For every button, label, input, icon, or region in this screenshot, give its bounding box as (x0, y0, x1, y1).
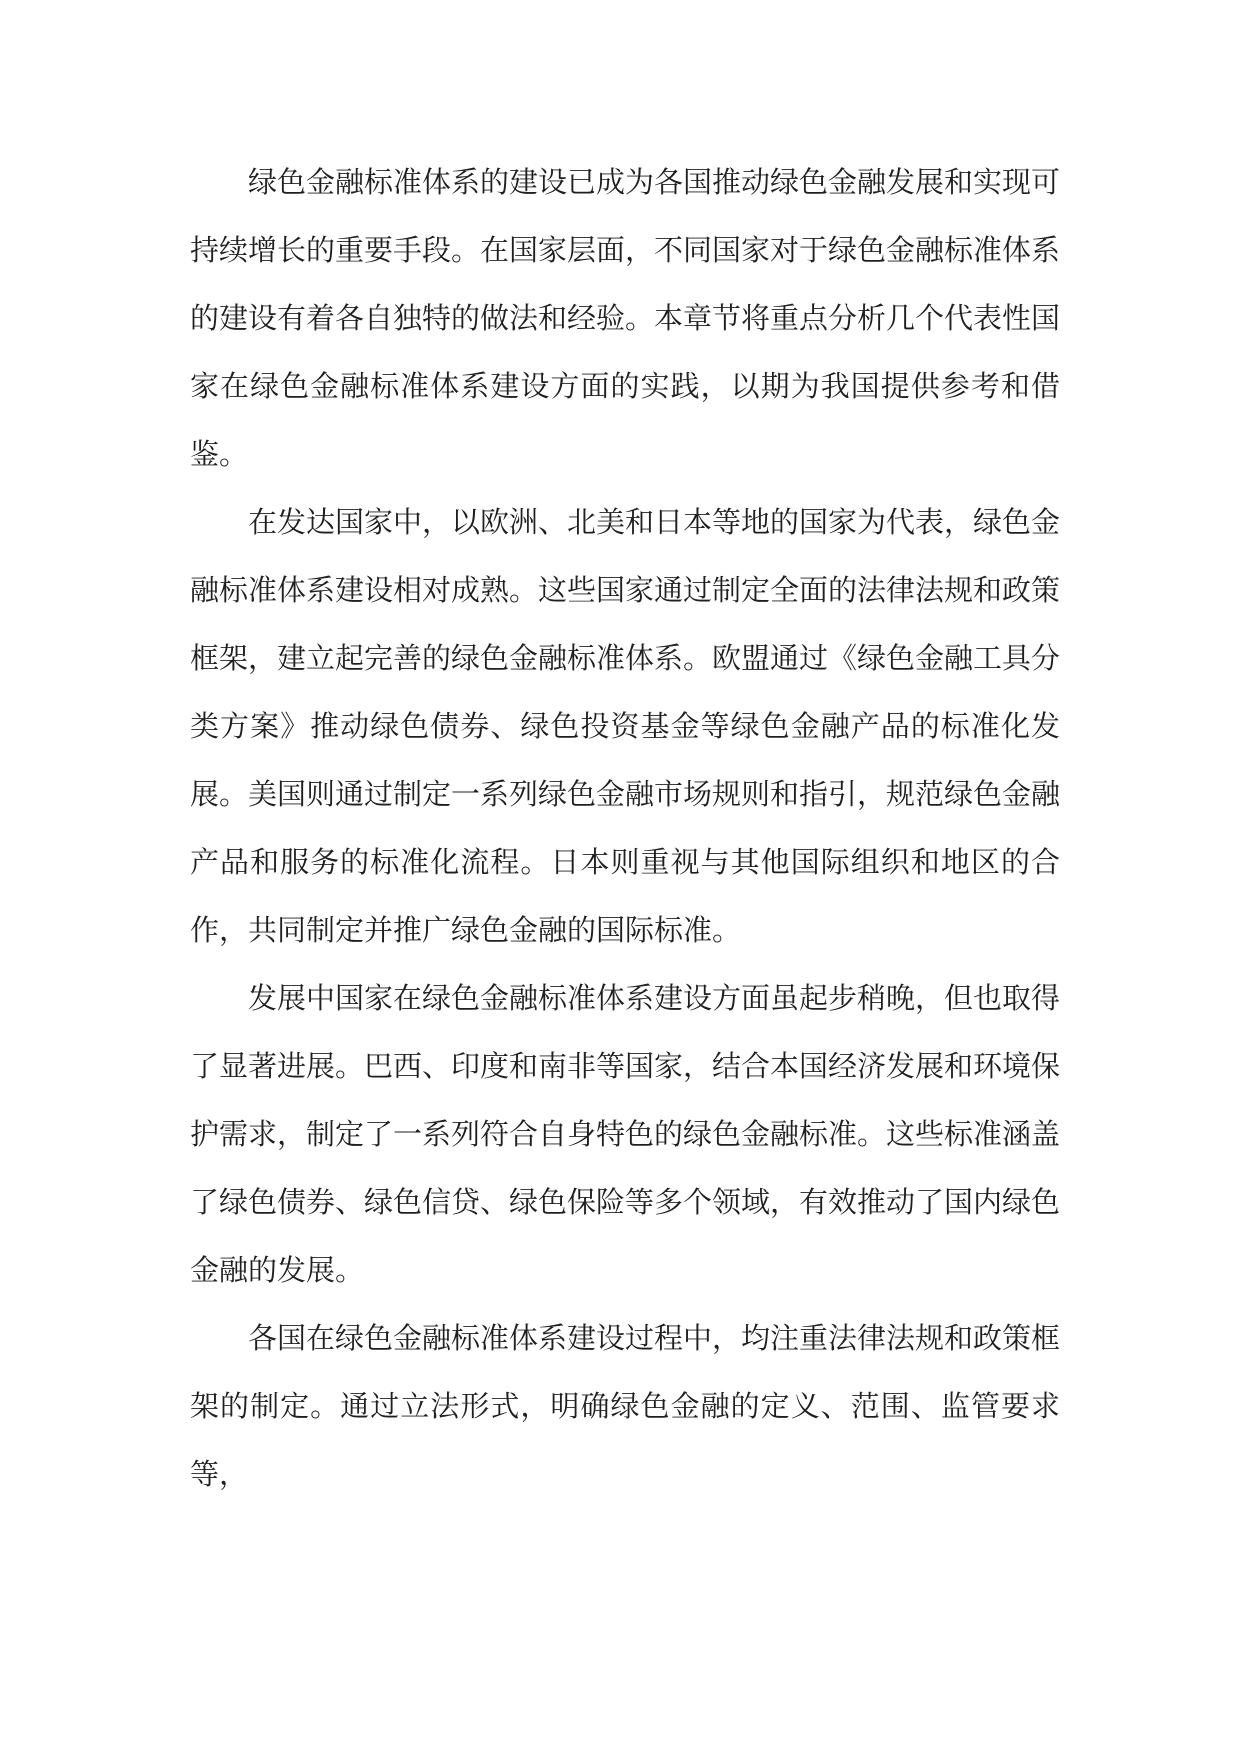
paragraph-2: 在发达国家中，以欧洲、北美和日本等地的国家为代表，绿色金融标准体系建设相对成熟。这些国家通过制定全面的法律法规和政策框架，建立起完善的绿色金融标准体系。欧盟通过《绿色金融工具分类方案》推动绿色债券、绿色投资基金等绿色金融产品的标准化发展。美国则通过制定一系列绿色金融市场规则和指引，规范绿色金融产品和服务的标准化流程。日本则重视与其他国际组织和地区的合作，共同制定并推广绿色金融的国际标准。 (190, 505, 1061, 947)
paragraph-4: 各国在绿色金融标准体系建设过程中，均注重法律法规和政策框架的制定。通过立法形式，明确绿色金融的定义、范围、监管要求等， (190, 1321, 1061, 1491)
paragraph-1: 绿色金融标准体系的建设已成为各国推动绿色金融发展和实现可持续增长的重要手段。在国家层面，不同国家对于绿色金融标准体系的建设有着各自独特的做法和经验。本章节将重点分析几个代表性国家在绿色金融标准体系建设方面的实践，以期为我国提供参考和借鉴。 (190, 165, 1061, 471)
document-body (190, 148, 1060, 1508)
paragraph-3: 发展中国家在绿色金融标准体系建设方面虽起步稍晚，但也取得了显著进展。巴西、印度和南非等国家，结合本国经济发展和环境保护需求，制定了一系列符合自身特色的绿色金融标准。这些标准涵盖了绿色债券、绿色信贷、绿色保险等多个领域，有效推动了国内绿色金融的发展。 (190, 981, 1061, 1287)
